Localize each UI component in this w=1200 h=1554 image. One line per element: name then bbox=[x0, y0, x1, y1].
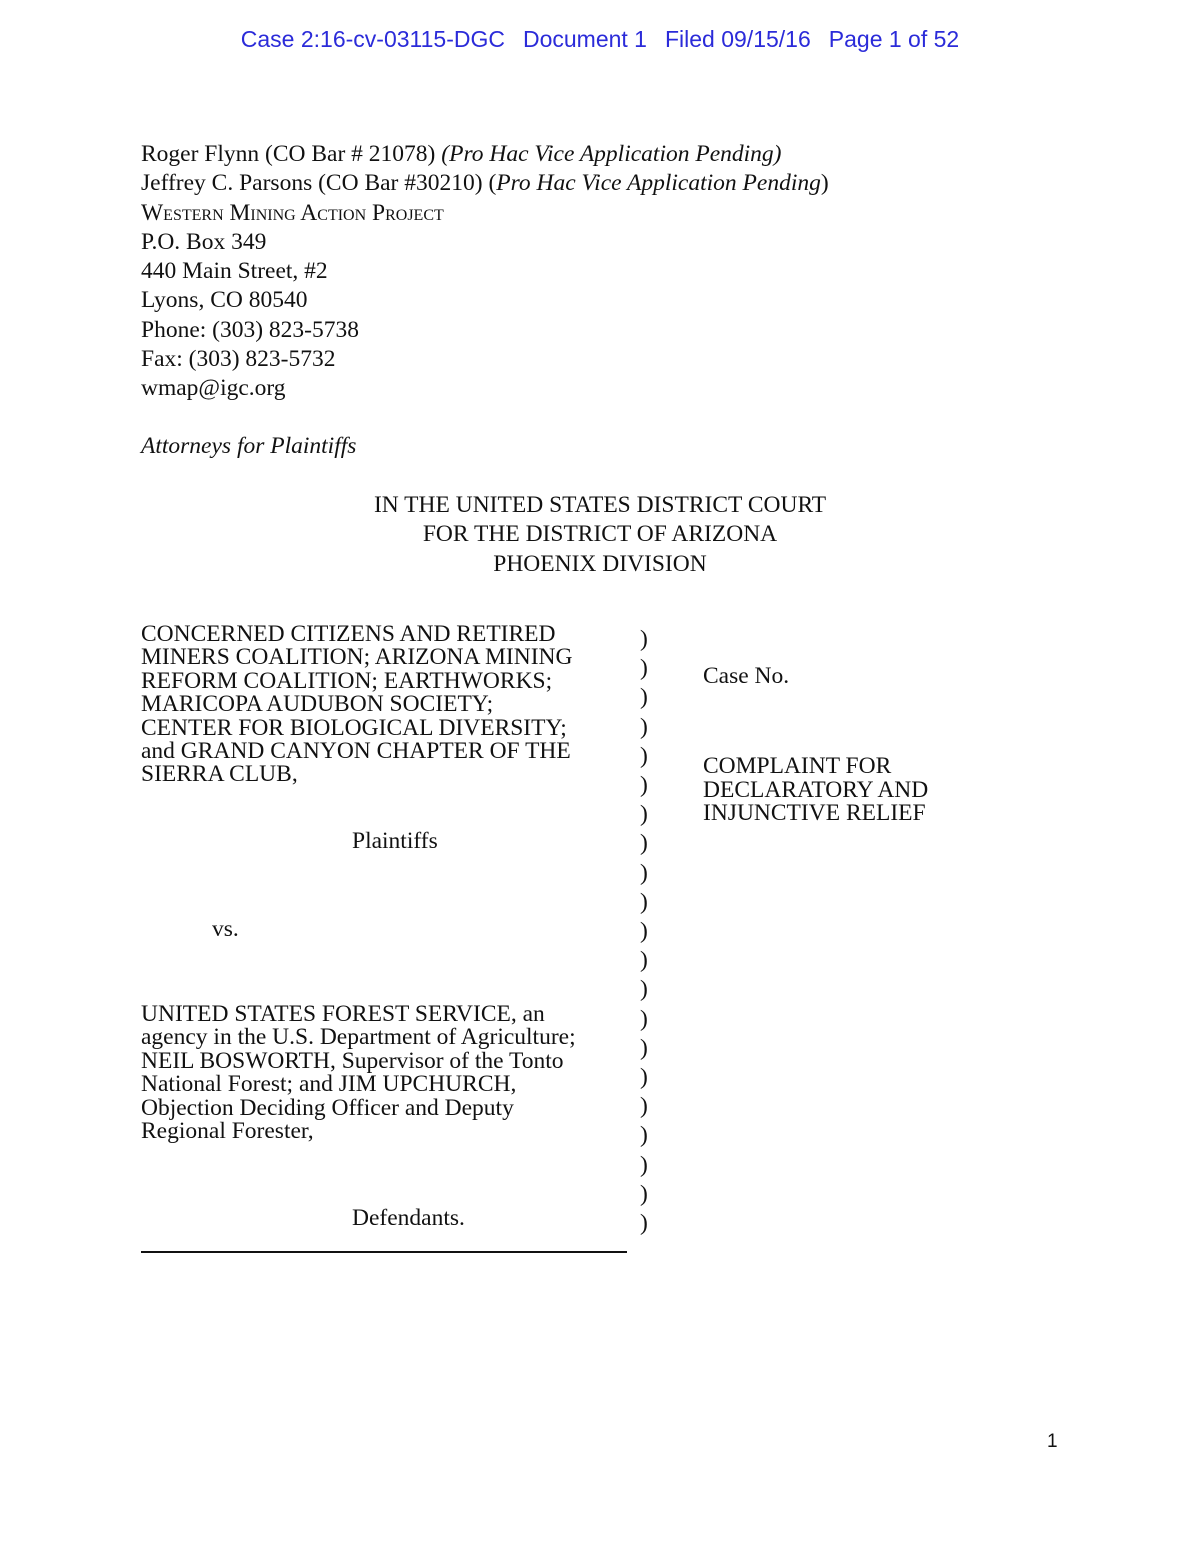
caption-paren: ) bbox=[640, 742, 648, 769]
defendant-line: Objection Deciding Officer and Deputy bbox=[141, 1094, 514, 1121]
complaint-line-3: INJUNCTIVE RELIEF bbox=[703, 800, 926, 827]
filed-date: Filed 09/15/16 bbox=[664, 26, 811, 52]
caption-paren: ) bbox=[640, 1005, 648, 1032]
defendants-list bbox=[141, 1003, 631, 1143]
defendants-label: Defendants. bbox=[352, 1205, 465, 1231]
caption-paren: ) bbox=[640, 1122, 648, 1149]
caption-paren: ) bbox=[640, 1180, 648, 1207]
caption-paren: ) bbox=[640, 1093, 648, 1120]
caption-paren: ) bbox=[640, 1034, 648, 1061]
po-box: P.O. Box 349 bbox=[141, 228, 267, 255]
court-line-1: IN THE UNITED STATES DISTRICT COURT bbox=[373, 492, 827, 518]
caption-paren: ) bbox=[640, 830, 648, 857]
defendant-line: agency in the U.S. Department of Agriculture; bbox=[141, 1024, 576, 1051]
fax: Fax: (303) 823-5732 bbox=[141, 346, 336, 373]
caption-paren: ) bbox=[640, 1064, 648, 1091]
plaintiffs-list bbox=[141, 623, 631, 787]
plaintiff-line: REFORM COALITION; EARTHWORKS; bbox=[141, 667, 553, 694]
caption-paren: ) bbox=[640, 772, 648, 799]
caption-paren: ) bbox=[640, 859, 648, 886]
complaint-line-1: COMPLAINT FOR bbox=[703, 753, 892, 779]
plaintiff-line: MINERS COALITION; ARIZONA MINING bbox=[141, 644, 573, 671]
caption-paren: ) bbox=[640, 684, 648, 711]
defendant-line: NEIL BOSWORTH, Supervisor of the Tonto bbox=[141, 1047, 564, 1074]
plaintiff-line: and GRAND CANYON CHAPTER OF THE bbox=[141, 738, 571, 765]
attorney-block bbox=[141, 140, 829, 404]
street-address: 440 Main Street, #2 bbox=[141, 258, 328, 285]
complaint-line-2: DECLARATORY AND bbox=[703, 776, 929, 803]
versus-label: vs. bbox=[212, 916, 239, 942]
phone: Phone: (303) 823-5738 bbox=[141, 316, 360, 343]
plaintiff-line: CONCERNED CITIZENS AND RETIRED bbox=[141, 621, 556, 647]
court-heading bbox=[0, 491, 1200, 579]
city-state-zip: Lyons, CO 80540 bbox=[141, 287, 308, 314]
email: wmap@igc.org bbox=[141, 375, 286, 402]
caption-paren: ) bbox=[640, 947, 648, 974]
defendant-line: Regional Forester, bbox=[141, 1118, 314, 1145]
caption-parenthesis-column bbox=[640, 625, 648, 1238]
case-header bbox=[0, 26, 1200, 53]
caption-paren: ) bbox=[640, 1210, 648, 1237]
caption-paren: ) bbox=[640, 801, 648, 828]
caption-paren: ) bbox=[640, 888, 648, 915]
caption-paren: ) bbox=[640, 713, 648, 740]
complaint-title bbox=[703, 755, 928, 826]
caption-paren: ) bbox=[640, 1151, 648, 1178]
caption-paren: ) bbox=[640, 626, 648, 652]
plaintiff-line: MARICOPA AUDUBON SOCIETY; bbox=[141, 691, 494, 718]
defendant-line: UNITED STATES FOREST SERVICE, an bbox=[141, 1001, 545, 1027]
court-line-2: FOR THE DISTRICT OF ARIZONA bbox=[422, 521, 778, 548]
caption-paren: ) bbox=[640, 918, 648, 945]
court-line-3: PHOENIX DIVISION bbox=[493, 550, 707, 577]
plaintiff-line: SIERRA CLUB, bbox=[141, 761, 298, 788]
page-count: Page 1 of 52 bbox=[828, 26, 960, 52]
attorney-line-flynn: Roger Flynn (CO Bar # 21078) (Pro Hac Vice Application Pending) bbox=[141, 141, 782, 167]
caption-paren: ) bbox=[640, 655, 648, 682]
attorney-line-parsons: Jeffrey C. Parsons (CO Bar #30210) (Pro Hac Vice Application Pending) bbox=[141, 170, 829, 197]
document-number: Document 1 bbox=[522, 26, 647, 52]
caption-underline bbox=[141, 1251, 627, 1253]
page-number: 1 bbox=[1047, 1431, 1058, 1452]
caption-paren: ) bbox=[640, 976, 648, 1003]
firm-name: Western Mining Action Project bbox=[141, 199, 444, 226]
attorneys-for-plaintiffs: Attorneys for Plaintiffs bbox=[141, 433, 357, 459]
plaintiffs-label: Plaintiffs bbox=[352, 828, 438, 854]
case-number: Case 2:16-cv-03115-DGC bbox=[240, 26, 505, 52]
defendant-line: National Forest; and JIM UPCHURCH, bbox=[141, 1071, 517, 1098]
case-number-field: Case No. bbox=[703, 663, 790, 689]
plaintiff-line: CENTER FOR BIOLOGICAL DIVERSITY; bbox=[141, 714, 567, 741]
